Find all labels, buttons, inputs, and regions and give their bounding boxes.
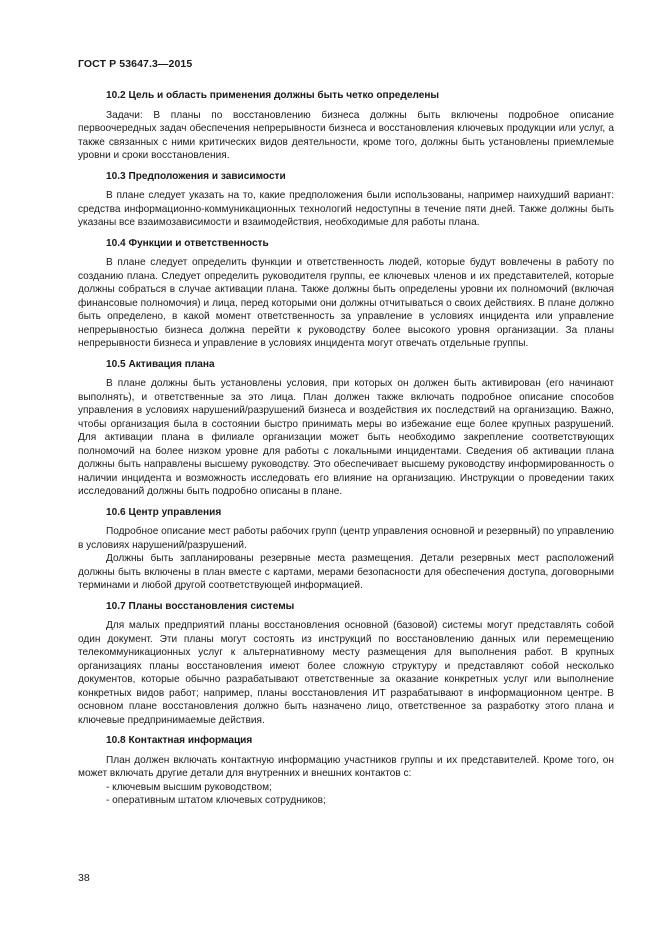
section-heading: 10.6 Центр управления — [106, 506, 222, 518]
section-10-4 — [78, 237, 614, 351]
section-10-7 — [78, 600, 614, 728]
paragraph: В плане следует указать на то, какие предположения были использованы, например наихудший вариант: средства информационно-коммуникационных технологий недоступны в течение пяти дней. Также должны быть указаны все взаимозависимости и взаимодействия, необходимые для работы плана. — [78, 190, 614, 228]
paragraph: Для малых предприятий планы восстановления основной (базовой) системы могут представлять собой один документ. Эти планы могут состоять из инструкций по восстановлению данных или перемещению телекоммуникационных услуг к альтернативному месту размещения для выполнения работ. В крупных организациях планы восстановления имеют более сложную структуру и представляют собой несколько документов, которые обычно разрабатывают ответственные за оказание конкретных услуг или выполнение конкретных видов работ; например, планы восстановления ИТ разрабатывают в информационном центре. В основном плане восстановления должно быть назначено лицо, ответственное за разработку этого плана и ключевые предпринимаемые действия. — [78, 620, 614, 726]
list-item: - ключевым высшим руководством; — [106, 781, 272, 793]
paragraph: В плане должны быть установлены условия, при которых он должен быть активирован (его начинают выполнять), и ответственные за это лица. План должен также включать подробное описание способов управления в условиях нарушений/разрушений бизнеса и воздействия их последствий на организацию. Важно, чтобы организация была в состоянии быстро принимать меры во избежание еще более крупных разрушений. Для активации плана в филиале организации может быть необходимо закрепление соответствующих полномочий на более низком уровне для работы с локальными инцидентами. Сведения об активации плана должны быть направлены высшему руководству. Это обеспечивает высшему руководству информированность о наличии инцидента и возможность исследовать его влияние на организацию. Инструкции о проведении таких исследований должны быть подробно описаны в плане. — [78, 378, 614, 497]
section-10-5 — [78, 358, 614, 499]
section-heading: 10.8 Контактная информация — [106, 735, 253, 746]
section-heading: 10.7 Планы восстановления системы — [106, 600, 295, 612]
contact-list — [78, 781, 614, 808]
paragraph: План должен включать контактную информацию участников группы и их представителей. Кроме того, он может включать другие детали для внутренних и внешних контактов с: — [78, 754, 614, 779]
paragraph: Подробное описание мест работы рабочих групп (центр управления основной и резервный) по управлению в условиях нарушений/разрушений. — [78, 526, 614, 551]
section-heading: 10.4 Функции и ответственность — [106, 237, 269, 249]
paragraph: Должны быть запланированы резервные места размещения. Детали резервных мест расположений должны быть включены в план вместе с картами, мерами безопасности для обеспечения доступа, договорными терминами и любой другой соответствующей информацией. — [78, 553, 614, 591]
section-heading: 10.3 Предположения и зависимости — [106, 170, 286, 182]
paragraph: В плане следует определить функции и ответственность людей, которые будут вовлечены в работу по созданию плана. Следует определить руководителя группы, ее ключевых членов и их представителей, которые должны собраться в случае активации плана. Также должны быть определены уровни их полномочий (включая финансовые полномочия) и лица, перед которыми они должны отчитываться о своих действиях. В плане должно быть определено, в какой момент ответственность за управление в условиях инцидента или управление непрерывностью бизнеса должна перейти к руководству более высокого уровня организации. За планы непрерывности бизнеса и управление в условиях инцидента могут отвечать отдельные группы. — [78, 257, 614, 349]
page-number: 38 — [78, 872, 90, 884]
section-heading: 10.5 Активация плана — [106, 358, 215, 370]
section-heading: 10.2 Цель и область применения должны быть четко определены — [106, 90, 440, 101]
list-item: - оперативным штатом ключевых сотрудников; — [106, 795, 326, 806]
document-body — [78, 89, 614, 815]
section-10-6 — [78, 506, 614, 593]
section-10-3 — [78, 170, 614, 230]
paragraph: Задачи: В планы по восстановлению бизнеса должны быть включены подробное описание первоочередных задач обеспечения непрерывности бизнеса и восстановления ключевых продукции или услуг, а также связанных с ними критических видов деятельности, кроме того, должны быть установлены приемлемые уровни и сроки восстановления. — [78, 109, 614, 161]
section-10-8 — [78, 734, 614, 808]
section-10-2 — [78, 89, 614, 163]
document-header: ГОСТ Р 53647.3—2015 — [78, 58, 193, 70]
